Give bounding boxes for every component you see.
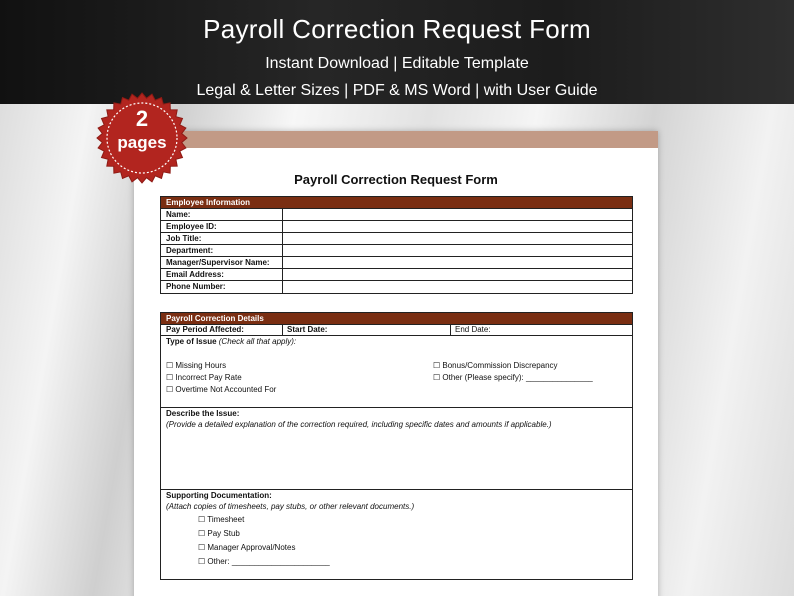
- field-label: Employee ID:: [161, 221, 283, 232]
- checkbox-bonus-commission[interactable]: ☐ Bonus/Commission Discrepancy: [433, 361, 558, 370]
- field-label: Phone Number:: [161, 281, 283, 293]
- describe-issue-section[interactable]: [161, 408, 632, 490]
- manager-name-field[interactable]: [283, 257, 632, 268]
- supporting-docs-section: [161, 490, 632, 579]
- supporting-docs-label: Supporting Documentation:: [166, 491, 272, 500]
- checkbox-incorrect-pay-rate[interactable]: ☐ Incorrect Pay Rate: [166, 373, 242, 382]
- table-row: [161, 245, 632, 257]
- checkbox-other-specify[interactable]: ☐ Other (Please specify): _______________: [433, 373, 593, 382]
- name-field[interactable]: [283, 209, 632, 220]
- phone-field[interactable]: [283, 281, 632, 293]
- checkbox-missing-hours[interactable]: ☐ Missing Hours: [166, 361, 227, 370]
- field-label: Manager/Supervisor Name:: [161, 257, 283, 268]
- checkbox-pay-stub[interactable]: ☐ Pay Stub: [198, 529, 240, 538]
- field-label: Email Address:: [161, 269, 283, 280]
- field-label: Name:: [161, 209, 283, 220]
- table-row: [161, 269, 632, 281]
- department-field[interactable]: [283, 245, 632, 256]
- end-date-field[interactable]: End Date:: [455, 325, 491, 334]
- correction-details-table: [160, 312, 633, 580]
- badge-number: 2: [135, 106, 149, 131]
- table-row: [161, 209, 632, 221]
- promo-banner: [0, 0, 794, 104]
- employee-info-table: [160, 196, 633, 294]
- start-date-field[interactable]: Start Date:: [283, 325, 451, 335]
- field-label: Job Title:: [161, 233, 283, 244]
- banner-title: Payroll Correction Request Form: [203, 14, 591, 44]
- checkbox-manager-approval[interactable]: ☐ Manager Approval/Notes: [198, 543, 296, 552]
- employee-info-header: Employee Information: [161, 197, 632, 209]
- pages-badge: [96, 92, 188, 184]
- employee-id-field[interactable]: [283, 221, 632, 232]
- issue-type-heading: [166, 337, 296, 346]
- issue-type-label: Type of Issue: [166, 337, 217, 346]
- checkbox-timesheet[interactable]: ☐ Timesheet: [198, 515, 245, 524]
- table-row: [161, 233, 632, 245]
- page-top-strip: [134, 131, 658, 148]
- table-row: [161, 221, 632, 233]
- banner-subtitle-2: Legal & Letter Sizes | PDF & MS Word | with User Guide: [196, 82, 598, 99]
- email-field[interactable]: [283, 269, 632, 280]
- badge-word: pages: [117, 133, 167, 152]
- issue-type-section: [161, 336, 632, 408]
- table-row: [161, 257, 632, 269]
- banner-subtitle-1: Instant Download | Editable Template: [265, 55, 529, 72]
- issue-type-hint: (Check all that apply):: [218, 337, 297, 346]
- supporting-docs-hint: (Attach copies of timesheets, pay stubs, or other relevant documents.): [166, 502, 415, 511]
- checkbox-overtime[interactable]: ☐ Overtime Not Accounted For: [166, 385, 277, 394]
- job-title-field[interactable]: [283, 233, 632, 244]
- form-title: Payroll Correction Request Form: [294, 172, 498, 187]
- describe-issue-label: Describe the Issue:: [166, 409, 240, 418]
- pay-period-row: [161, 325, 632, 336]
- describe-issue-hint: (Provide a detailed explanation of the correction required, including specific dates and amounts if applicable.): [166, 420, 552, 429]
- form-page: [134, 131, 658, 596]
- checkbox-other-docs[interactable]: ☐ Other: ______________________: [198, 557, 330, 566]
- field-label: Department:: [161, 245, 283, 256]
- correction-details-header: Payroll Correction Details: [161, 313, 632, 325]
- table-row: [161, 281, 632, 293]
- pay-period-label: Pay Period Affected:: [161, 325, 283, 335]
